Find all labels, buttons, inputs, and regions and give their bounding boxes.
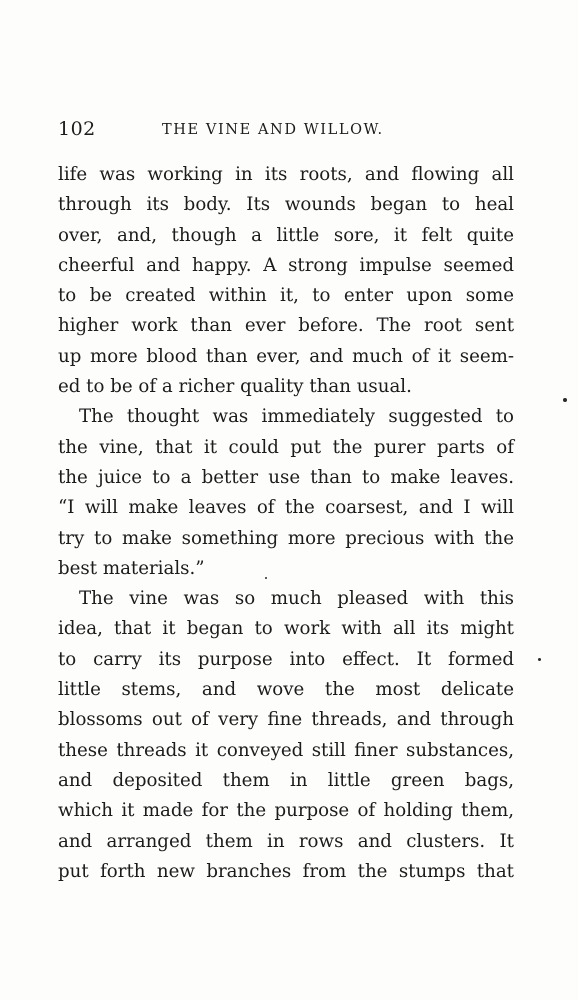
text-line: best materials.” xyxy=(58,557,205,579)
paragraph-2 xyxy=(58,402,514,584)
text-line: try to make something more precious with the xyxy=(58,527,514,549)
text-line: The vine was so much pleased with this xyxy=(79,588,514,610)
text-line: and deposited them in little green bags, xyxy=(58,769,514,791)
text-line: these threads it conveyed still finer substances, xyxy=(58,739,514,761)
ink-speck xyxy=(563,398,567,402)
text-line: little stems, and wove the most delicate xyxy=(58,679,514,701)
ink-speck xyxy=(538,658,541,661)
paragraph-3 xyxy=(58,584,514,887)
text-line: to carry its purpose into effect. It formed xyxy=(58,648,514,670)
paragraph-1 xyxy=(58,160,514,402)
text-line: blossoms out of very fine threads, and through xyxy=(58,709,514,731)
text-line: ed to be of a richer quality than usual. xyxy=(58,376,412,398)
running-title: THE VINE AND WILLOW. xyxy=(162,122,384,138)
text-line: idea, that it began to work with all its might xyxy=(58,618,514,640)
text-line: over, and, though a little sore, it felt quite xyxy=(58,224,514,246)
text-line: “I will make leaves of the coarsest, and I will xyxy=(58,497,514,519)
text-line: the vine, that it could put the purer parts of xyxy=(58,436,514,458)
text-line: higher work than ever before. The root sent xyxy=(58,315,514,337)
text-line: The thought was immediately suggested to xyxy=(79,406,514,428)
text-line: through its body. Its wounds began to heal xyxy=(58,194,514,216)
ink-speck xyxy=(265,577,267,579)
text-line: and arranged them in rows and clusters. It xyxy=(58,830,514,852)
text-line: up more blood than ever, and much of it seem- xyxy=(58,345,514,367)
page-header xyxy=(58,118,518,146)
text-line: which it made for the purpose of holding them, xyxy=(58,800,514,822)
text-line: cheerful and happy. A strong impulse seemed xyxy=(58,254,514,276)
text-line: life was working in its roots, and flowing all xyxy=(58,164,514,185)
text-line: to be created within it, to enter upon some xyxy=(58,285,514,307)
text-line: put forth new branches from the stumps that xyxy=(58,860,514,882)
page-number: 102 xyxy=(58,118,96,140)
body-text xyxy=(58,160,514,887)
text-line: the juice to a better use than to make leaves. xyxy=(58,466,514,488)
